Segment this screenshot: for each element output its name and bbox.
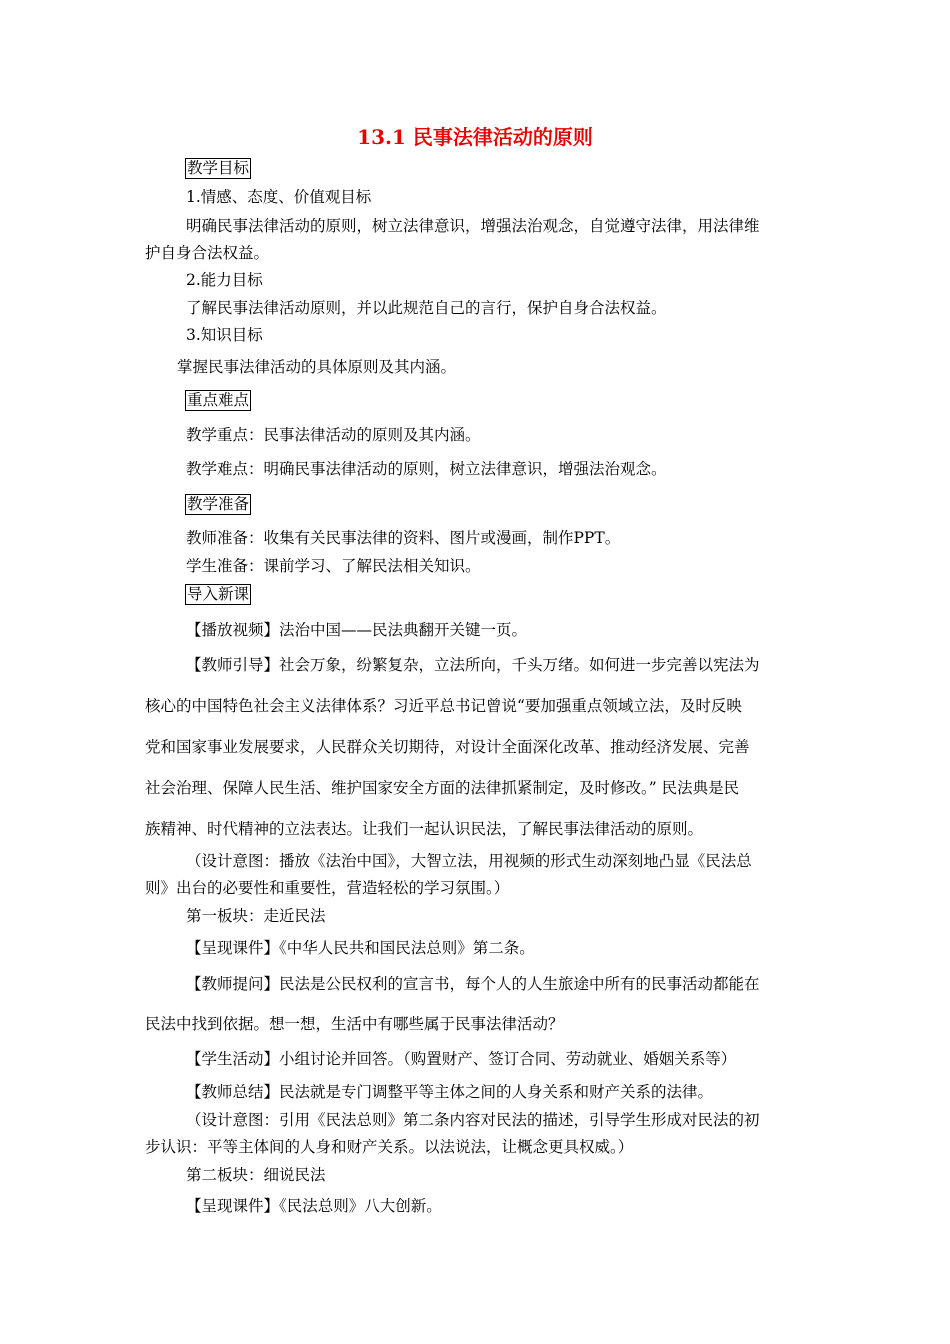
block-2-heading: 第二板块：细说民法 (186, 1166, 326, 1184)
intro-guide-3: 党和国家事业发展要求，人民群众关切期待，对设计全面深化改革、推动经济发展、完善 (145, 738, 750, 756)
block-1-heading: 第一板块：走近民法 (186, 907, 326, 925)
objective-1-text: 明确民事法律活动的原则，树立法律意识，增强法治观念，自觉遵守法律，用法律维 (186, 217, 760, 235)
keypoint-focus: 教学重点：民事法律活动的原则及其内涵。 (186, 426, 481, 444)
block-1-question: 【教师提问】民法是公民权利的宣言书，每个人的人生旅途中所有的民事活动都能在 (186, 975, 760, 993)
intro-guide-4: 社会治理、保障人民生活、维护国家安全方面的法律抓紧制定，及时修改。” 民法典是民 (145, 779, 740, 797)
objective-3-heading: 3.知识目标 (186, 326, 263, 344)
objective-3-text: 掌握民事法律活动的具体原则及其内涵。 (177, 358, 457, 376)
intro-video: 【播放视频】法治中国——民法典翻开关键一页。 (186, 621, 528, 639)
block-1-courseware: 【呈现课件】《中华人民共和国民法总则》第二条。 (186, 939, 535, 957)
prep-teacher: 教师准备：收集有关民事法律的资料、图片或漫画，制作PPT。 (186, 529, 621, 547)
objective-2-text: 了解民事法律活动原则，并以此规范自己的言行，保护自身合法权益。 (186, 299, 667, 317)
design-intent-1-cont: 则》出台的必要性和重要性，营造轻松的学习氛围。） (145, 879, 510, 897)
keypoint-difficulty: 教学难点：明确民事法律活动的原则，树立法律意识，增强法治观念。 (186, 460, 667, 478)
block-1-question-cont: 民法中找到依据。想一想，生活中有哪些属于民事法律活动？ (145, 1015, 564, 1033)
intro-guide-5: 族精神、时代精神的立法表达。让我们一起认识民法，了解民事法律活动的原则。 (145, 820, 704, 838)
block-2-courseware: 【呈现课件】《民法总则》八大创新。 (186, 1197, 442, 1215)
page-title: 13.1 民事法律活动的原则 (357, 125, 593, 149)
section-heading-objectives: 教学目标 (187, 159, 250, 177)
block-1-summary: 【教师总结】民法就是专门调整平等主体之间的人身关系和财产关系的法律。 (186, 1083, 714, 1101)
objective-2-heading: 2.能力目标 (186, 271, 263, 289)
intro-guide-2: 核心的中国特色社会主义法律体系？习近平总书记曾说“要加强重点领域立法，及时反映 (145, 697, 742, 715)
design-intent-2: （设计意图：引用《民法总则》第二条内容对民法的描述，引导学生形成对民法的初 (186, 1111, 760, 1129)
section-heading-intro: 导入新课 (187, 585, 250, 603)
design-intent-2-cont: 步认识：平等主体间的人身和财产关系。以法说法，让概念更具权威。） (145, 1138, 634, 1156)
section-heading-preparation: 教学准备 (187, 495, 250, 513)
objective-1-text-cont: 护自身合法权益。 (145, 244, 270, 262)
prep-student: 学生准备：课前学习、了解民法相关知识。 (186, 557, 481, 575)
objective-1-heading: 1.情感、态度、价值观目标 (186, 188, 372, 206)
section-heading-keypoints: 重点难点 (187, 391, 250, 409)
design-intent-1: （设计意图：播放《法治中国》，大智立法，用视频的形式生动深刻地凸显《民法总 (186, 852, 752, 870)
block-1-activity: 【学生活动】小组讨论并回答。（购置财产、签订合同、劳动就业、婚姻关系等） (186, 1050, 737, 1068)
intro-guide-1: 【教师引导】社会万象，纷繁复杂，立法所向，千头万绪。如何进一步完善以宪法为 (186, 656, 760, 674)
